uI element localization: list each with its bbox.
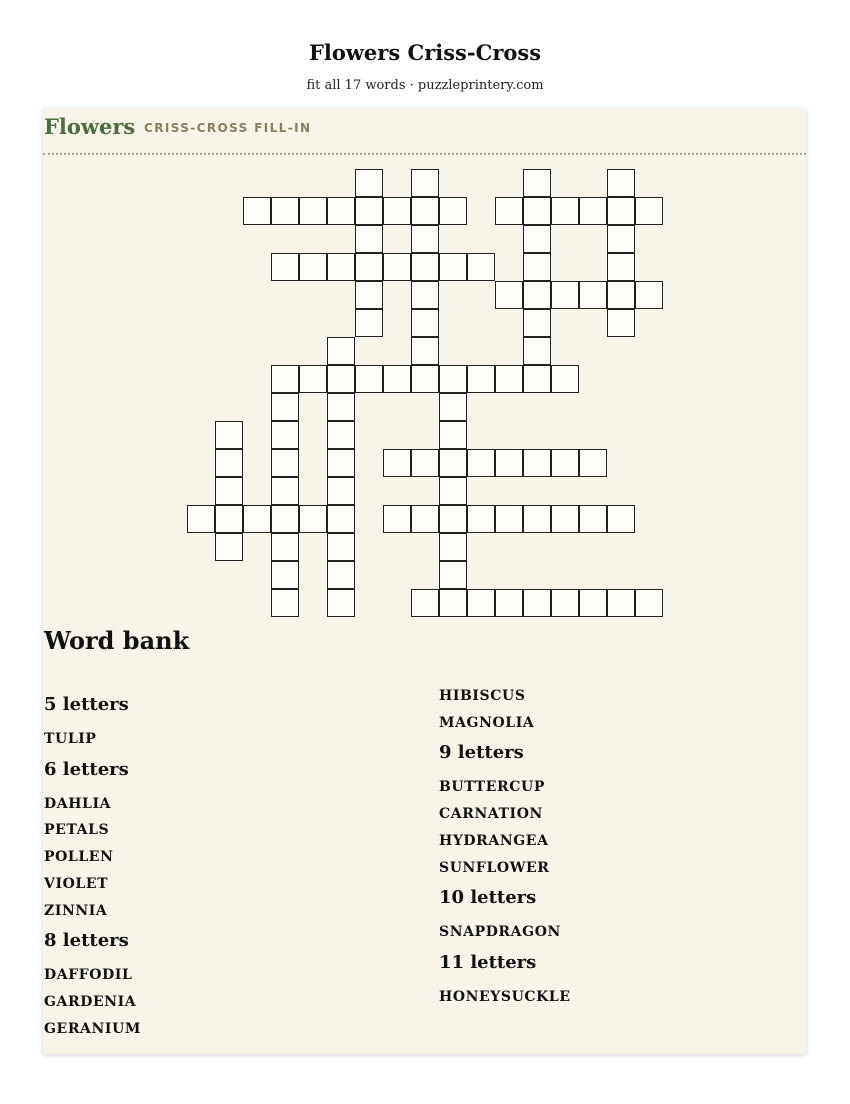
grid-cell[interactable] — [523, 253, 551, 281]
grid-cell[interactable] — [495, 197, 523, 225]
grid-cell[interactable] — [495, 281, 523, 309]
grid-cell[interactable] — [495, 589, 523, 617]
wordbank-word: GARDENIA — [44, 993, 137, 1010]
wordbank-word: MAGNOLIA — [439, 714, 535, 731]
grid-cell[interactable] — [327, 449, 355, 477]
grid-cell[interactable] — [299, 365, 327, 393]
grid-cell[interactable] — [551, 589, 579, 617]
grid-cell[interactable] — [411, 225, 439, 253]
grid-cell[interactable] — [299, 505, 327, 533]
grid-cell[interactable] — [411, 309, 439, 337]
grid-cell[interactable] — [383, 449, 411, 477]
grid-cell[interactable] — [271, 561, 299, 589]
wordbank-column-right — [439, 683, 799, 1015]
grid-cell[interactable] — [635, 197, 663, 225]
grid-cell[interactable] — [439, 589, 467, 617]
grid-cell[interactable] — [187, 505, 215, 533]
grid-cell[interactable] — [327, 589, 355, 617]
grid-cell[interactable] — [523, 281, 551, 309]
grid-cell[interactable] — [215, 449, 243, 477]
grid-cell[interactable] — [551, 505, 579, 533]
grid-cell[interactable] — [271, 253, 299, 281]
wordbank-group-heading: 9 letters — [439, 742, 524, 764]
wordbank-group-heading: 8 letters — [44, 930, 129, 952]
wordbank-group — [439, 950, 799, 1011]
grid-cell[interactable] — [411, 253, 439, 281]
grid-cell[interactable] — [495, 365, 523, 393]
grid-cell[interactable] — [355, 281, 383, 309]
wordbank-group — [439, 740, 799, 881]
grid-cell[interactable] — [299, 197, 327, 225]
grid-cell[interactable] — [523, 589, 551, 617]
wordbank-group-heading: 5 letters — [44, 694, 129, 715]
grid-cell[interactable] — [411, 365, 439, 393]
grid-cell[interactable] — [439, 449, 467, 477]
grid-cell[interactable] — [551, 197, 579, 225]
grid-cell[interactable] — [411, 337, 439, 365]
grid-cell[interactable] — [327, 477, 355, 505]
wordbank-word: VIOLET — [44, 875, 109, 892]
grid-cell[interactable] — [523, 169, 551, 197]
grid-cell[interactable] — [327, 337, 355, 365]
grid-cell[interactable] — [439, 393, 467, 421]
grid-cell[interactable] — [439, 421, 467, 449]
grid-cell[interactable] — [355, 253, 383, 281]
grid-cell[interactable] — [635, 589, 663, 617]
grid-cell[interactable] — [271, 393, 299, 421]
wordbank-word: DAHLIA — [44, 795, 112, 812]
grid-cell[interactable] — [579, 281, 607, 309]
grid-cell[interactable] — [327, 533, 355, 561]
grid-cell[interactable] — [215, 505, 243, 533]
grid-cell[interactable] — [439, 505, 467, 533]
grid-cell[interactable] — [467, 253, 495, 281]
wordbank-word: DAFFODIL — [44, 967, 133, 984]
wordbank-group-heading: 11 letters — [439, 951, 537, 973]
wordbank-word: HIBISCUS — [439, 688, 526, 704]
grid-cell[interactable] — [271, 533, 299, 561]
grid-cell[interactable] — [439, 253, 467, 281]
grid-cell[interactable] — [355, 169, 383, 197]
grid-cell[interactable] — [523, 505, 551, 533]
wordbank-word: HONEYSUCKLE — [439, 988, 571, 1005]
grid-cell[interactable] — [579, 589, 607, 617]
grid-cell[interactable] — [607, 589, 635, 617]
grid-cell[interactable] — [439, 561, 467, 589]
grid-cell[interactable] — [271, 365, 299, 393]
grid-cell[interactable] — [271, 449, 299, 477]
grid-cell[interactable] — [327, 561, 355, 589]
grid-cell[interactable] — [607, 169, 635, 197]
wordbank-heading: Word bank — [44, 626, 190, 655]
grid-cell[interactable] — [327, 197, 355, 225]
grid-cell[interactable] — [439, 477, 467, 505]
grid-cell[interactable] — [467, 589, 495, 617]
grid-cell[interactable] — [299, 253, 327, 281]
puzzle-card — [43, 109, 806, 1054]
card-kicker: CRISS-CROSS FILL-IN — [144, 121, 312, 135]
grid-cell[interactable] — [271, 477, 299, 505]
wordbank-word: HYDRANGEA — [439, 832, 549, 849]
grid-cell[interactable] — [327, 365, 355, 393]
grid-cell[interactable] — [271, 421, 299, 449]
grid-cell[interactable] — [411, 589, 439, 617]
grid-cell[interactable] — [551, 365, 579, 393]
grid-cell[interactable] — [271, 197, 299, 225]
wordbank-group-heading: 6 letters — [44, 758, 129, 780]
grid-cell[interactable] — [327, 505, 355, 533]
wordbank-group-heading: 10 letters — [439, 887, 537, 909]
grid-cell[interactable] — [243, 197, 271, 225]
grid-cell[interactable] — [607, 197, 635, 225]
grid-cell[interactable] — [579, 449, 607, 477]
wordbank-word: CARNATION — [439, 806, 543, 823]
grid-cell[interactable] — [355, 197, 383, 225]
grid-cell[interactable] — [523, 309, 551, 337]
wordbank-word: BUTTERCUP — [439, 779, 545, 796]
grid-cell[interactable] — [523, 225, 551, 253]
grid-cell[interactable] — [383, 365, 411, 393]
grid-cell[interactable] — [635, 281, 663, 309]
wordbank-group — [44, 928, 404, 1042]
card-title: Flowers — [44, 114, 136, 139]
wordbank-word: TULIP — [44, 731, 97, 747]
grid-cell[interactable] — [243, 505, 271, 533]
grid-cell[interactable] — [523, 365, 551, 393]
grid-cell[interactable] — [579, 197, 607, 225]
grid-cell[interactable] — [523, 337, 551, 365]
grid-cell[interactable] — [495, 449, 523, 477]
grid-cell[interactable] — [607, 281, 635, 309]
grid-cell[interactable] — [411, 197, 439, 225]
grid-cell[interactable] — [607, 225, 635, 253]
wordbank-group — [439, 885, 799, 946]
wordbank-column-left — [44, 692, 404, 1046]
grid-cell[interactable] — [467, 365, 495, 393]
wordbank-word: SUNFLOWER — [439, 859, 550, 876]
wordbank-word: SNAPDRAGON — [439, 924, 561, 941]
grid-cell[interactable] — [523, 197, 551, 225]
grid-cell[interactable] — [439, 365, 467, 393]
grid-cell[interactable] — [551, 449, 579, 477]
grid-cell[interactable] — [215, 477, 243, 505]
wordbank-word: ZINNIA — [44, 902, 108, 919]
grid-cell[interactable] — [411, 169, 439, 197]
grid-cell[interactable] — [607, 505, 635, 533]
card-header — [43, 109, 806, 155]
wordbank-word: POLLEN — [44, 849, 114, 866]
grid-cell[interactable] — [271, 505, 299, 533]
grid-cell[interactable] — [607, 253, 635, 281]
grid-cell[interactable] — [411, 505, 439, 533]
grid-cell[interactable] — [327, 393, 355, 421]
wordbank-group — [44, 692, 404, 753]
grid-cell[interactable] — [383, 253, 411, 281]
page-subtitle: fit all 17 words · puzzleprintery.com — [306, 78, 544, 93]
grid-cell[interactable] — [411, 449, 439, 477]
grid-cell[interactable] — [355, 365, 383, 393]
grid-cell[interactable] — [523, 449, 551, 477]
grid-cell[interactable] — [383, 197, 411, 225]
grid-cell[interactable] — [495, 505, 523, 533]
grid-cell[interactable] — [439, 197, 467, 225]
grid-cell[interactable] — [467, 449, 495, 477]
grid-cell[interactable] — [355, 309, 383, 337]
grid-cell[interactable] — [215, 421, 243, 449]
grid-cell[interactable] — [467, 505, 495, 533]
wordbank-word: PETALS — [44, 822, 110, 839]
grid-cell[interactable] — [579, 505, 607, 533]
grid-cell[interactable] — [551, 281, 579, 309]
grid-cell[interactable] — [327, 253, 355, 281]
grid-cell[interactable] — [607, 309, 635, 337]
grid-cell[interactable] — [215, 533, 243, 561]
wordbank-group — [439, 683, 799, 736]
page-title: Flowers Criss-Cross — [308, 40, 542, 65]
grid-cell[interactable] — [411, 281, 439, 309]
grid-cell[interactable] — [271, 589, 299, 617]
wordbank-group — [44, 757, 404, 925]
grid-cell[interactable] — [439, 533, 467, 561]
grid-cell[interactable] — [327, 421, 355, 449]
grid-cell[interactable] — [355, 225, 383, 253]
wordbank-word: GERANIUM — [44, 1020, 141, 1037]
grid-cell[interactable] — [383, 505, 411, 533]
